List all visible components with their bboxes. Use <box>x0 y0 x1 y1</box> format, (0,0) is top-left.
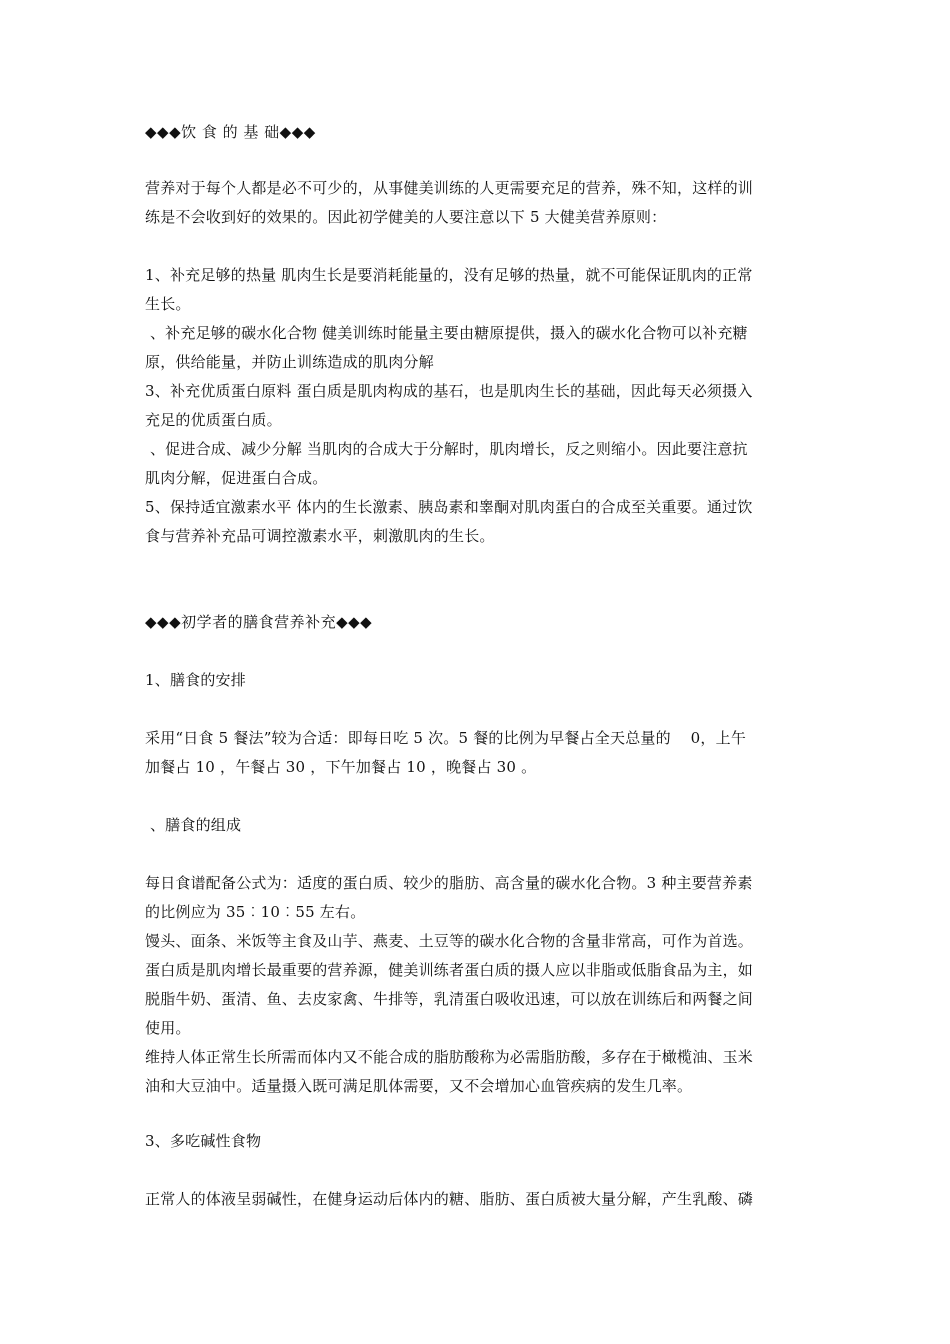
meal-composition-line-5: 脱脂牛奶、蛋清、鱼、去皮家禽、牛排等，乳清蛋白吸收迅速，可以放在训练后和两餐之间 <box>145 990 754 1008</box>
principle-line-4: 原，供给能量，并防止训练造成的肌肉分解 <box>145 353 434 371</box>
principle-line-1: 1、补充足够的热量 肌肉生长是要消耗能量的，没有足够的热量，就不可能保证肌肉的正常 <box>145 266 753 284</box>
meal-composition-line-4: 蛋白质是肌肉增长最重要的营养源，健美训练者蛋白质的摄人应以非脂或低脂食品为主，如 <box>145 961 754 979</box>
subheading-alkaline-food: 3、多吃碱性食物 <box>145 1132 262 1150</box>
section-title-beginner-nutrition: ◆◆◆初学者的膳食营养补充◆◆◆ <box>145 613 373 631</box>
principle-line-8: 肌肉分解，促进蛋白合成。 <box>145 469 328 487</box>
section-title-diet-basics: ◆◆◆饮 食 的 基 础◆◆◆ <box>145 123 316 141</box>
subheading-meal-arrangement: 1、膳食的安排 <box>145 671 246 689</box>
principle-line-3: 、补充足够的碳水化合物 健美训练时能量主要由糖原提供，摄入的碳水化合物可以补充糖 <box>145 324 748 342</box>
principle-line-7: 、促进合成、减少分解 当肌肉的合成大于分解时，肌肉增长，反之则缩小。因此要注意抗 <box>145 440 748 458</box>
principle-line-5: 3、补充优质蛋白原料 蛋白质是肌肉构成的基石，也是肌肉生长的基础，因此每天必须摄入 <box>145 382 753 400</box>
principle-line-9: 5、保持适宜激素水平 体内的生长激素、胰岛素和睾酮对肌肉蛋白的合成至关重要。通过饮 <box>145 498 753 516</box>
meal-arrangement-line-1: 采用“日食 5 餐法”较为合适：即每日吃 5 次。5 餐的比例为早餐占全天总量的 0，上午 <box>145 729 747 747</box>
meal-composition-line-3: 馒头、面条、米饭等主食及山芋、燕麦、土豆等的碳水化合物的含量非常高，可作为首选。 <box>145 932 754 950</box>
principle-line-2: 生长。 <box>145 295 191 313</box>
meal-composition-line-7: 维持人体正常生长所需而体内又不能合成的脂肪酸称为必需脂肪酸，多存在于橄榄油、玉米 <box>145 1048 754 1066</box>
principle-line-6: 充足的优质蛋白质。 <box>145 411 282 429</box>
meal-arrangement-line-2: 加餐占 10 ，午餐占 30 ，下午加餐占 10 ，晚餐占 30 。 <box>145 758 537 776</box>
intro-line-2: 练是不会收到好的效果的。因此初学健美的人要注意以下 5 大健美营养原则： <box>145 208 667 226</box>
subheading-meal-composition: 、膳食的组成 <box>145 816 242 834</box>
meal-composition-line-6: 使用。 <box>145 1019 191 1037</box>
principle-line-10: 食与营养补充品可调控激素水平，刺激肌肉的生长。 <box>145 527 495 545</box>
meal-composition-line-1: 每日食谱配备公式为：适度的蛋白质、较少的脂肪、高含量的碳水化合物。3 种主要营养素 <box>145 874 753 892</box>
intro-line-1: 营养对于每个人都是必不可少的，从事健美训练的人更需要充足的营养，殊不知，这样的训 <box>145 179 754 197</box>
meal-composition-line-8: 油和大豆油中。适量摄入既可满足肌体需要，又不会增加心血管疾病的发生几率。 <box>145 1077 693 1095</box>
meal-composition-line-2: 的比例应为 35︰10︰55 左右。 <box>145 903 366 921</box>
alkaline-food-line-1: 正常人的体液呈弱碱性，在健身运动后体内的糖、脂肪、蛋白质被大量分解，产生乳酸、磷 <box>145 1190 754 1208</box>
